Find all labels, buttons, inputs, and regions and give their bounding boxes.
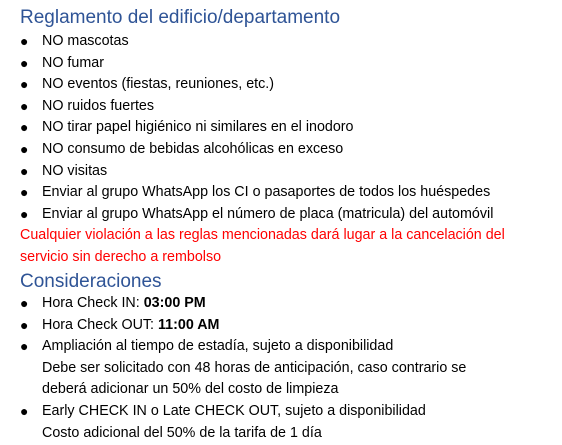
rules-heading: Reglamento del edificio/departamento (20, 7, 341, 28)
extension-line: Debe ser solicitado con 48 horas de anticipación, caso contrario se (42, 359, 467, 376)
considerations-heading: Consideraciones (20, 271, 162, 292)
checkout-time: 11:00 AM (158, 316, 220, 333)
early-late-line: Early CHECK IN o Late CHECK OUT, sujeto a disponibilidad (42, 402, 426, 419)
checkin-label: Hora Check IN: (42, 295, 144, 311)
rule-item-no-visits: ● NO visitas (0, 161, 493, 183)
rule-item-no-noise: ● NO ruidos fuertes (0, 96, 493, 118)
rule-item-send-plate: ● Enviar al grupo WhatsApp el número de placa (matricula) del automóvil (0, 204, 493, 226)
bullet-icon: ● (20, 316, 29, 333)
early-late-line: Costo adicional del 50% de la tarifa de 1 día (42, 424, 322, 441)
checkout-label: Hora Check OUT: (42, 316, 158, 333)
checkin-time: 03:00 PM (143, 295, 206, 311)
extension-item (0, 336, 466, 401)
rule-item-no-events: ● NO eventos (fiestas, reuniones, etc.) (0, 74, 493, 96)
rules-list (0, 31, 493, 225)
violation-warning: Cualquier violación a las reglas mencionadas dará lugar a la cancelación del servicio sin derecho a rembolso (20, 227, 505, 265)
bullet-icon: ● (20, 295, 29, 311)
bullet-icon: ● (20, 140, 29, 157)
rule-item-no-paper: ● NO tirar papel higiénico ni similares en el inodoro (0, 117, 493, 139)
bullet-icon: ● (20, 338, 29, 355)
bullet-icon: ● (20, 76, 29, 93)
bullet-icon: ● (20, 54, 29, 71)
bullet-icon: ● (20, 402, 29, 419)
rule-item-no-pets: ● NO mascotas (0, 31, 493, 53)
extension-line: deberá adicionar un 50% del costo de limpieza (42, 381, 339, 398)
extension-line: Ampliación al tiempo de estadía, sujeto a disponibilidad (42, 338, 394, 355)
checkout-item (0, 315, 466, 337)
bullet-icon: ● (20, 119, 29, 136)
early-late-item (0, 401, 466, 444)
rule-item-send-ids: ● Enviar al grupo WhatsApp los CI o pasaportes de todos los huéspedes (0, 182, 493, 204)
rule-item-no-alcohol: ● NO consumo de bebidas alcohólicas en exceso (0, 139, 493, 161)
bullet-icon: ● (20, 33, 29, 49)
checkin-item (0, 293, 466, 315)
rule-item-no-smoking: ● NO fumar (0, 53, 493, 75)
bullet-icon: ● (20, 162, 29, 179)
considerations-list (0, 293, 466, 444)
bullet-icon: ● (20, 184, 29, 201)
bullet-icon: ● (20, 97, 29, 114)
bullet-icon: ● (20, 205, 29, 222)
